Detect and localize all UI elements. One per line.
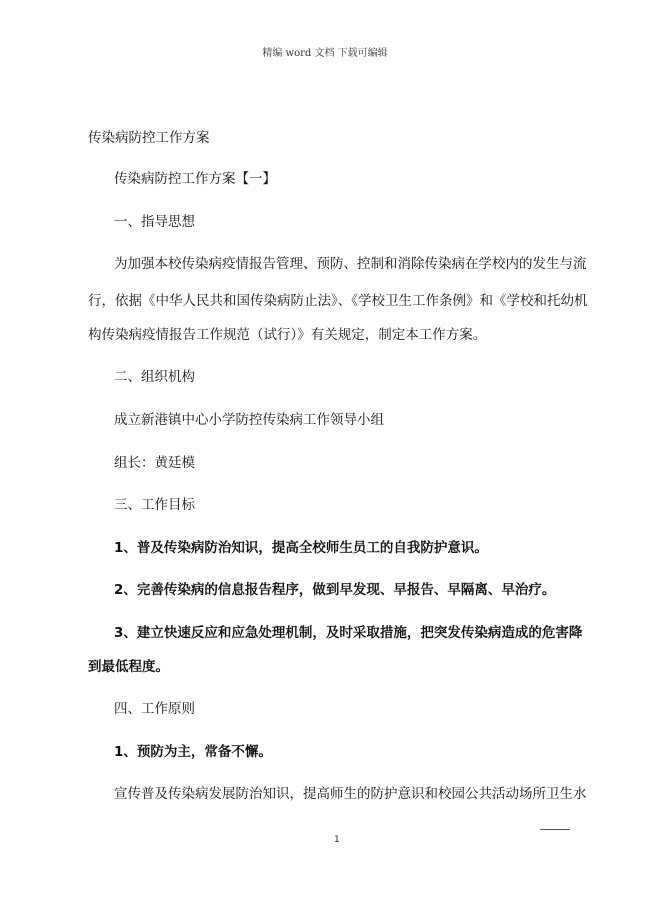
goal-item-continuation: 到最低程度。	[88, 659, 169, 675]
section-heading-3: 三、工作目标	[114, 497, 195, 513]
paragraph-line: 宣传普及传染病发展防治知识，提高师生的防护意识和校园公共活动场所卫生水	[114, 786, 587, 802]
paragraph-line: 组长：黄廷模	[114, 455, 195, 471]
document-title: 传染病防控工作方案	[88, 130, 210, 146]
page-header: 精编 word 文档 下载可编辑	[262, 48, 388, 59]
page-number: 1	[334, 835, 340, 845]
goal-item: 1、普及传染病防治知识，提高全校师生员工的自我防护意识。	[114, 540, 488, 556]
section-heading-4: 四、工作原则	[114, 701, 195, 717]
section-heading-2: 二、组织机构	[114, 369, 195, 385]
goal-item: 2、完善传染病的信息报告程序，做到早发现、早报告、早隔离、早治疗。	[114, 582, 556, 598]
paragraph-line: 构传染病疫情报告工作规范（试行）》有关规定，制定本工作方案。	[88, 327, 487, 343]
section-heading-1: 一、指导思想	[114, 214, 195, 230]
goal-item: 3、建立快速反应和应急处理机制，及时采取措施，把突发传染病造成的危害降	[114, 625, 583, 641]
document-subtitle: 传染病防控工作方案【一】	[114, 171, 276, 187]
paragraph-line: 行，依据《中华人民共和国传染病防止法》、《学校卫生工作条例》和《学校和托幼机	[88, 293, 588, 309]
paragraph-line: 成立新港镇中心小学防控传染病工作领导小组	[114, 412, 384, 428]
principle-item: 1、预防为主，常备不懈。	[114, 744, 272, 760]
paragraph-line: 为加强本校传染病疫情报告管理、预防、控制和消除传染病在学校内的发生与流	[114, 256, 587, 272]
footer-rule	[540, 829, 570, 830]
